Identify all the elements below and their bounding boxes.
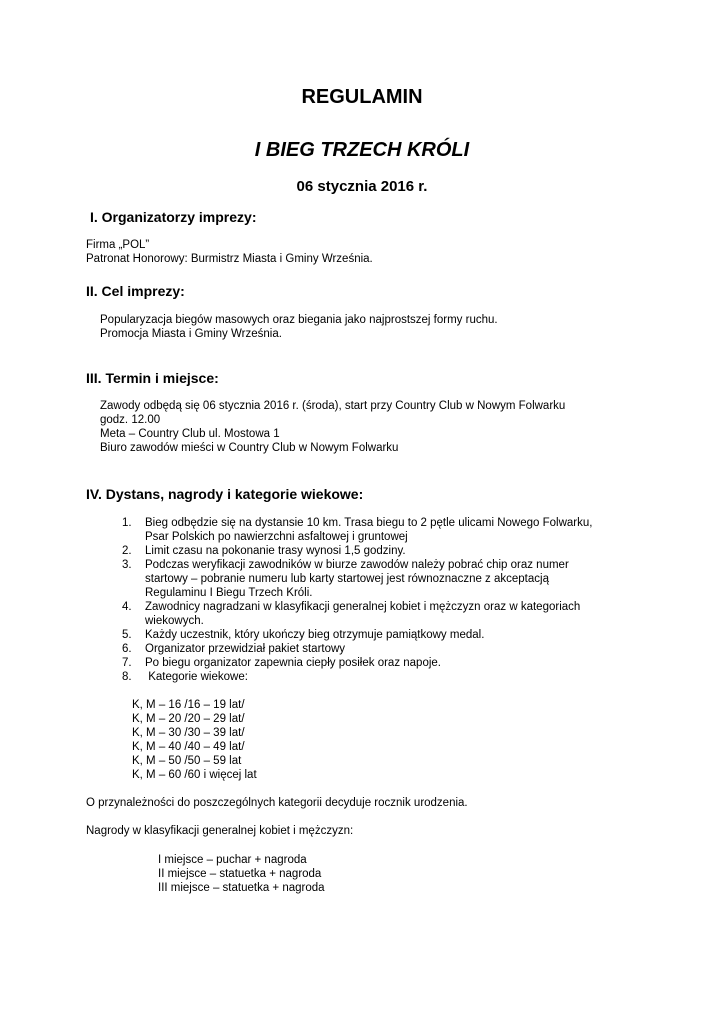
prize-item: III miejsce – statuetka + nagroda xyxy=(158,882,325,894)
list-item-number: 5. xyxy=(122,629,132,641)
age-category: K, M – 20 /20 – 29 lat/ xyxy=(132,713,245,725)
prize-list xyxy=(158,853,325,895)
list-item-text: startowy – pobranie numeru lub karty startowej jest równoznaczne z akceptacją xyxy=(145,573,549,585)
document-date: 06 stycznia 2016 r. xyxy=(296,178,428,195)
document-subtitle: I BIEG TRZECH KRÓLI xyxy=(254,139,470,161)
list-item-number: 1. xyxy=(122,517,132,529)
age-category: K, M – 40 /40 – 49 lat/ xyxy=(132,741,245,753)
age-categories xyxy=(132,698,257,782)
list-item-text: Każdy uczestnik, który ukończy bieg otrzymuje pamiątkowy medal. xyxy=(145,629,485,641)
note-affiliation: O przynależności do poszczególnych kategorii decyduje rocznik urodzenia. xyxy=(86,797,468,809)
section-organizers-body xyxy=(86,238,373,266)
list-item-number: 7. xyxy=(122,657,132,669)
section-distance-heading: IV. Dystans, nagrody i kategorie wiekowe: xyxy=(86,486,364,502)
age-category: K, M – 30 /30 – 39 lat/ xyxy=(132,727,245,739)
text-line: Meta – Country Club ul. Mostowa 1 xyxy=(100,428,280,440)
prize-item: II miejsce – statuetka + nagroda xyxy=(158,868,322,880)
list-item-text: wiekowych. xyxy=(145,615,204,627)
text-line: Firma „POL” xyxy=(86,239,150,251)
list-item-number: 6. xyxy=(122,643,132,655)
section-goal-body xyxy=(100,313,498,341)
text-line: Promocja Miasta i Gminy Września. xyxy=(100,328,282,340)
text-line: Patronat Honorowy: Burmistrz Miasta i Gminy Września. xyxy=(86,253,373,265)
prize-item: I miejsce – puchar + nagroda xyxy=(158,854,307,866)
document-title: REGULAMIN xyxy=(301,86,423,108)
list-item-number: 2. xyxy=(122,545,132,557)
list-item-number: 8. xyxy=(122,671,132,683)
list-item-number: 3. xyxy=(122,559,132,571)
text-line: godz. 12.00 xyxy=(100,414,161,426)
list-item-number: 4. xyxy=(122,601,132,613)
note-prizes: Nagrody w klasyfikacji generalnej kobiet i mężczyzn: xyxy=(86,825,354,837)
list-item-text: Regulaminu I Biegu Trzech Króli. xyxy=(145,587,313,599)
section-time-place-heading: III. Termin i miejsce: xyxy=(86,370,219,386)
section-time-place-body xyxy=(100,399,565,455)
text-line: Popularyzacja biegów masowych oraz biegania jako najprostszej formy ruchu. xyxy=(100,314,498,326)
list-item-text: Bieg odbędzie się na dystansie 10 km. Trasa biegu to 2 pętle ulicami Nowego Folwarku, xyxy=(145,517,593,529)
age-category: K, M – 50 /50 – 59 lat xyxy=(132,755,242,767)
list-item-text: Kategorie wiekowe: xyxy=(145,671,248,683)
text-line: Zawody odbędą się 06 stycznia 2016 r. (środa), start przy Country Club w Nowym Folwarku xyxy=(100,400,566,412)
list-item-text: Limit czasu na pokonanie trasy wynosi 1,5 godziny. xyxy=(145,545,406,557)
list-item-text: Po biegu organizator zapewnia ciepły posiłek oraz napoje. xyxy=(145,657,441,669)
age-category: K, M – 16 /16 – 19 lat/ xyxy=(132,699,245,711)
list-item-text: Zawodnicy nagradzani w klasyfikacji generalnej kobiet i mężczyzn oraz w kategoriach xyxy=(145,601,581,613)
section-organizers-heading: I. Organizatorzy imprezy: xyxy=(90,209,257,225)
age-category: K, M – 60 /60 i więcej lat xyxy=(132,769,257,781)
list-item-text: Organizator przewidział pakiet startowy xyxy=(145,643,346,655)
list-item-text: Podczas weryfikacji zawodników w biurze zawodów należy pobrać chip oraz numer xyxy=(145,559,569,571)
list-item-text: Psar Polskich po nawierzchni asfaltowej i gruntowej xyxy=(145,531,408,543)
text-line: Biuro zawodów mieści w Country Club w Nowym Folwarku xyxy=(100,442,399,454)
section-goal-heading: II. Cel imprezy: xyxy=(86,283,185,299)
